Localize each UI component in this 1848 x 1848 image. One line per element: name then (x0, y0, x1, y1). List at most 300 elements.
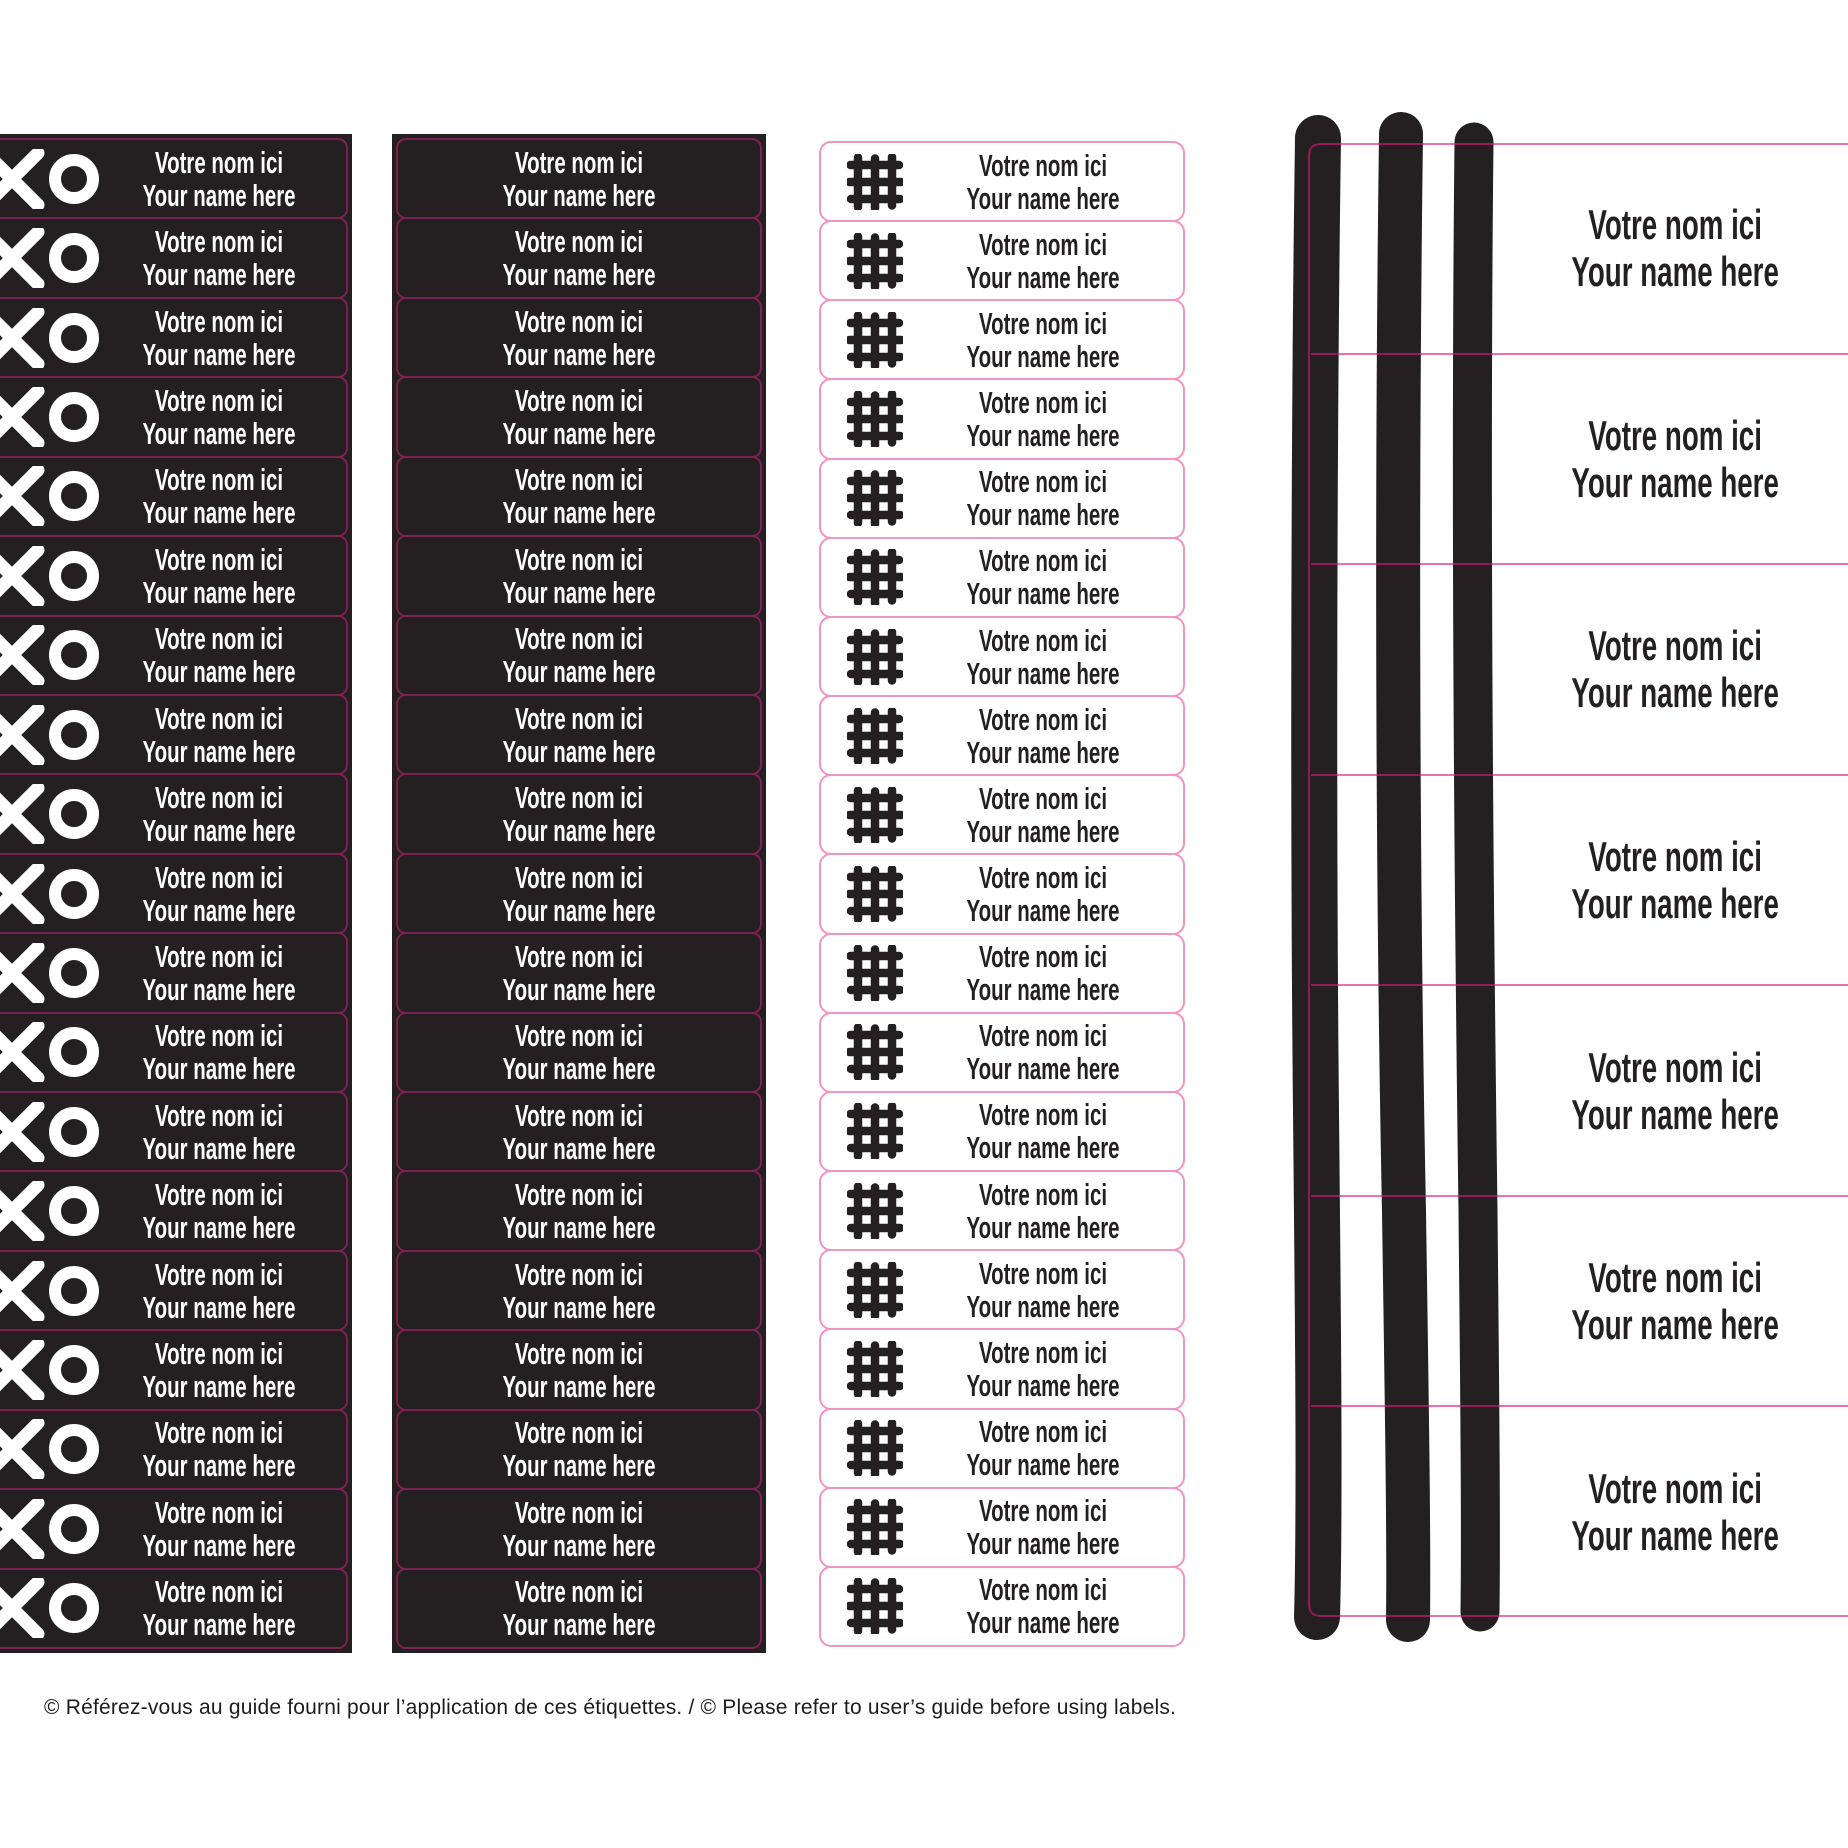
label-line2: Your name here (966, 972, 1120, 1008)
label-row (396, 138, 762, 219)
grid-icon (847, 1262, 903, 1318)
label-text (966, 861, 1119, 927)
label-row (0, 535, 348, 616)
label-text (1571, 1465, 1778, 1559)
label-line2: Your name here (966, 576, 1120, 612)
label-line1: Votre nom ici (978, 1414, 1108, 1450)
label-line1: Votre nom ici (154, 621, 284, 657)
label-text (142, 463, 295, 529)
label-line1: Votre nom ici (154, 1336, 284, 1372)
label-text (966, 1098, 1119, 1164)
label-line1: Votre nom ici (514, 1574, 644, 1610)
label-line2: Your name here (966, 1288, 1120, 1324)
label-line1: Votre nom ici (514, 144, 644, 180)
label-line1: Votre nom ici (154, 462, 284, 498)
label-line2: Your name here (502, 971, 656, 1007)
label-line1: Votre nom ici (1588, 411, 1762, 459)
label-line1: Votre nom ici (514, 224, 644, 260)
xo-icon (0, 1578, 107, 1638)
label-row (396, 376, 762, 457)
label-line1: Votre nom ici (514, 1336, 644, 1372)
label-line2: Your name here (502, 1607, 656, 1643)
label-text-zone (903, 861, 1183, 927)
label-row (0, 1409, 348, 1490)
label-line2: Your name here (966, 1367, 1120, 1403)
label-line1: Votre nom ici (978, 1255, 1108, 1291)
label-line1: Votre nom ici (1588, 622, 1762, 670)
column-plain-dark-labels (392, 134, 766, 1653)
label-text (142, 1178, 295, 1244)
label-text-zone (903, 465, 1183, 531)
label-row (819, 299, 1185, 380)
label-row (396, 615, 762, 696)
xo-icon (0, 625, 107, 685)
label-line1: Votre nom ici (154, 303, 284, 339)
label-line2: Your name here (502, 574, 656, 610)
label-text (142, 1496, 295, 1562)
xo-icon (0, 149, 107, 209)
xo-icon (0, 546, 107, 606)
label-text (142, 1019, 295, 1085)
label-line2: Your name here (966, 655, 1120, 691)
label-text-zone (903, 228, 1183, 294)
label-text (502, 861, 655, 927)
label-text-zone (903, 1336, 1183, 1402)
label-line1: Votre nom ici (1588, 201, 1762, 249)
label-line2: Your name here (142, 336, 296, 372)
label-line1: Votre nom ici (978, 1334, 1108, 1370)
label-line1: Votre nom ici (978, 543, 1108, 579)
label-row (396, 1250, 762, 1331)
label-text (966, 307, 1119, 373)
label-row (819, 1249, 1185, 1330)
label-text (502, 1019, 655, 1085)
label-row (1307, 1196, 1848, 1407)
label-line1: Votre nom ici (514, 938, 644, 974)
label-row (1307, 143, 1848, 354)
label-line2: Your name here (502, 1289, 656, 1325)
column-xo-labels (0, 134, 352, 1653)
label-line2: Your name here (502, 1051, 656, 1087)
xo-icon (0, 1022, 107, 1082)
label-line1: Votre nom ici (154, 382, 284, 418)
label-row (819, 933, 1185, 1014)
label-line2: Your name here (502, 1448, 656, 1484)
label-text (966, 1178, 1119, 1244)
label-text (142, 384, 295, 450)
label-line2: Your name here (502, 654, 656, 690)
label-row (1307, 1406, 1848, 1617)
label-text (502, 1099, 655, 1165)
grid-icon (847, 1499, 903, 1555)
label-text (502, 1337, 655, 1403)
label-text (502, 1258, 655, 1324)
grid-icon (847, 154, 903, 210)
label-line1: Votre nom ici (154, 144, 284, 180)
label-row (819, 141, 1185, 222)
label-row (0, 853, 348, 934)
label-line1: Votre nom ici (514, 462, 644, 498)
label-text (1571, 201, 1778, 295)
xo-icon (0, 308, 107, 368)
grid-icon (847, 1341, 903, 1397)
label-line2: Your name here (142, 1210, 296, 1246)
grid-icon (847, 391, 903, 447)
label-row (0, 1568, 348, 1649)
label-line2: Your name here (502, 1527, 656, 1563)
label-row (0, 1250, 348, 1331)
label-line2: Your name here (966, 1130, 1120, 1166)
label-row (396, 1012, 762, 1093)
label-line1: Votre nom ici (514, 780, 644, 816)
label-text-zone (903, 307, 1183, 373)
label-text (966, 1019, 1119, 1085)
label-line2: Your name here (142, 1051, 296, 1087)
label-line1: Votre nom ici (514, 700, 644, 736)
label-row (396, 1409, 762, 1490)
label-text (502, 1496, 655, 1562)
label-row (819, 378, 1185, 459)
label-row (819, 220, 1185, 301)
label-line1: Votre nom ici (978, 464, 1108, 500)
label-text-zone (903, 782, 1183, 848)
column-grid-icon-labels (819, 141, 1185, 1647)
xo-icon (0, 705, 107, 765)
label-line2: Your name here (502, 495, 656, 531)
grid-icon (847, 233, 903, 289)
label-line1: Votre nom ici (154, 1177, 284, 1213)
label-text-zone (903, 149, 1183, 215)
label-row (819, 1170, 1185, 1251)
label-line1: Votre nom ici (514, 382, 644, 418)
label-line2: Your name here (966, 338, 1120, 374)
label-text (966, 1573, 1119, 1639)
xo-icon (0, 228, 107, 288)
label-row (396, 1488, 762, 1569)
label-line1: Votre nom ici (514, 1018, 644, 1054)
label-text (1571, 412, 1778, 506)
label-line1: Votre nom ici (1588, 1464, 1762, 1512)
label-text (142, 543, 295, 609)
label-line2: Your name here (502, 336, 656, 372)
label-line2: Your name here (142, 1527, 296, 1563)
label-line1: Votre nom ici (978, 1176, 1108, 1212)
label-text (142, 225, 295, 291)
label-text (502, 781, 655, 847)
label-text-zone (903, 1573, 1183, 1639)
label-row (0, 1329, 348, 1410)
label-line2: Your name here (142, 892, 296, 928)
label-text (1571, 1044, 1778, 1138)
footer-note: © Référez-vous au guide fourni pour l’application de ces étiquettes. / © Please refer to user’s guide before using labels. (44, 1696, 1177, 1719)
label-text (1571, 833, 1778, 927)
label-text (966, 386, 1119, 452)
label-text (142, 1258, 295, 1324)
label-line1: Votre nom ici (514, 621, 644, 657)
label-row (396, 853, 762, 934)
label-text (142, 305, 295, 371)
label-line2: Your name here (142, 257, 296, 293)
label-row (819, 774, 1185, 855)
label-text (502, 543, 655, 609)
label-line2: Your name here (966, 418, 1120, 454)
label-row (819, 1487, 1185, 1568)
label-text-zone (903, 1019, 1183, 1085)
grid-icon (847, 787, 903, 843)
label-row (819, 616, 1185, 697)
label-line2: Your name here (1571, 1090, 1779, 1138)
label-row (0, 932, 348, 1013)
label-row (396, 694, 762, 775)
label-line2: Your name here (966, 1447, 1120, 1483)
label-line2: Your name here (502, 892, 656, 928)
label-line2: Your name here (1571, 669, 1779, 717)
label-text (966, 1336, 1119, 1402)
label-text-zone (903, 386, 1183, 452)
label-row (396, 535, 762, 616)
label-row (396, 1091, 762, 1172)
label-line1: Votre nom ici (514, 1097, 644, 1133)
label-text (1571, 622, 1778, 716)
label-line2: Your name here (142, 1289, 296, 1325)
label-line1: Votre nom ici (978, 147, 1108, 183)
label-line1: Votre nom ici (514, 1256, 644, 1292)
label-line1: Votre nom ici (1588, 833, 1762, 881)
label-line2: Your name here (502, 1210, 656, 1246)
label-row (819, 458, 1185, 539)
label-line1: Votre nom ici (154, 1256, 284, 1292)
label-text (502, 463, 655, 529)
label-line2: Your name here (966, 1526, 1120, 1562)
grid-icon (847, 1420, 903, 1476)
label-row (0, 1012, 348, 1093)
grid-icon (847, 629, 903, 685)
label-line1: Votre nom ici (978, 622, 1108, 658)
label-line2: Your name here (502, 813, 656, 849)
label-text (502, 384, 655, 450)
label-line1: Votre nom ici (978, 226, 1108, 262)
label-line1: Votre nom ici (1588, 1043, 1762, 1091)
label-row (0, 1091, 348, 1172)
label-row (1307, 775, 1848, 986)
label-text-zone (903, 703, 1183, 769)
label-text (142, 861, 295, 927)
xo-icon (0, 387, 107, 447)
label-line1: Votre nom ici (978, 1018, 1108, 1054)
label-text-zone (903, 1257, 1183, 1323)
label-row (0, 138, 348, 219)
label-line2: Your name here (966, 259, 1120, 295)
label-row (819, 695, 1185, 776)
label-text (966, 228, 1119, 294)
label-text (502, 940, 655, 1006)
label-row (396, 1568, 762, 1649)
label-line1: Votre nom ici (514, 1177, 644, 1213)
label-text (966, 782, 1119, 848)
label-line1: Votre nom ici (154, 938, 284, 974)
label-row (1307, 564, 1848, 775)
label-text (142, 1416, 295, 1482)
label-row (1307, 354, 1848, 565)
label-line2: Your name here (142, 1369, 296, 1405)
label-row (819, 1091, 1185, 1172)
label-text (502, 146, 655, 212)
label-line2: Your name here (142, 177, 296, 213)
label-line2: Your name here (1571, 458, 1779, 506)
label-row (396, 297, 762, 378)
label-text (966, 624, 1119, 690)
label-text (966, 1494, 1119, 1560)
xo-icon (0, 864, 107, 924)
label-row (0, 1170, 348, 1251)
label-text (1571, 1254, 1778, 1348)
label-line2: Your name here (966, 813, 1120, 849)
label-line2: Your name here (502, 1130, 656, 1166)
label-line2: Your name here (142, 415, 296, 451)
label-line1: Votre nom ici (154, 1097, 284, 1133)
label-line2: Your name here (1571, 248, 1779, 296)
label-row (0, 217, 348, 298)
label-line1: Votre nom ici (978, 1097, 1108, 1133)
grid-icon (847, 1183, 903, 1239)
xo-icon (0, 1499, 107, 1559)
label-line2: Your name here (1571, 1301, 1779, 1349)
label-text (142, 622, 295, 688)
label-text (142, 1337, 295, 1403)
grid-icon (847, 945, 903, 1001)
label-line2: Your name here (502, 733, 656, 769)
label-row (1307, 985, 1848, 1196)
grid-icon (847, 1024, 903, 1080)
label-row (0, 297, 348, 378)
label-line1: Votre nom ici (154, 1574, 284, 1610)
label-text (966, 703, 1119, 769)
label-text (502, 1178, 655, 1244)
label-text (966, 544, 1119, 610)
label-line1: Votre nom ici (154, 700, 284, 736)
label-row (819, 1328, 1185, 1409)
label-text-zone (903, 1415, 1183, 1481)
xo-icon (0, 1102, 107, 1162)
grid-icon (847, 549, 903, 605)
label-text (502, 225, 655, 291)
label-text (142, 1575, 295, 1641)
label-text (966, 1415, 1119, 1481)
label-line2: Your name here (966, 1605, 1120, 1641)
label-line2: Your name here (142, 1448, 296, 1484)
label-line2: Your name here (966, 1051, 1120, 1087)
label-line2: Your name here (966, 892, 1120, 928)
xo-labels-rows (0, 138, 348, 1649)
label-line2: Your name here (502, 177, 656, 213)
label-line1: Votre nom ici (978, 305, 1108, 341)
label-line1: Votre nom ici (154, 1018, 284, 1054)
label-line2: Your name here (966, 180, 1120, 216)
label-line2: Your name here (502, 1369, 656, 1405)
label-text (502, 1575, 655, 1641)
xo-icon (0, 1261, 107, 1321)
label-line2: Your name here (966, 1209, 1120, 1245)
label-line1: Votre nom ici (978, 1572, 1108, 1608)
label-line1: Votre nom ici (978, 385, 1108, 421)
label-line2: Your name here (502, 415, 656, 451)
label-line2: Your name here (966, 734, 1120, 770)
xo-icon (0, 1340, 107, 1400)
label-line2: Your name here (142, 574, 296, 610)
label-line1: Votre nom ici (154, 1415, 284, 1451)
xo-icon (0, 784, 107, 844)
label-row (0, 615, 348, 696)
label-line1: Votre nom ici (514, 1494, 644, 1530)
label-line1: Votre nom ici (978, 780, 1108, 816)
label-text (502, 305, 655, 371)
label-text (502, 622, 655, 688)
label-text (966, 149, 1119, 215)
xo-icon (0, 466, 107, 526)
label-row (819, 1566, 1185, 1647)
label-row (819, 1012, 1185, 1093)
label-line1: Votre nom ici (154, 1494, 284, 1530)
label-line2: Your name here (1571, 1511, 1779, 1559)
label-line2: Your name here (142, 813, 296, 849)
label-line2: Your name here (142, 1130, 296, 1166)
label-row (396, 1329, 762, 1410)
label-text (142, 940, 295, 1006)
label-line1: Votre nom ici (154, 541, 284, 577)
label-line1: Votre nom ici (978, 1493, 1108, 1529)
label-row (819, 853, 1185, 934)
label-line2: Your name here (966, 497, 1120, 533)
label-text (966, 465, 1119, 531)
label-row (396, 456, 762, 537)
label-row (0, 456, 348, 537)
label-text-zone (903, 1178, 1183, 1244)
label-line2: Your name here (142, 733, 296, 769)
label-text (966, 1257, 1119, 1323)
plain-dark-labels-rows (396, 138, 762, 1649)
xo-icon (0, 1181, 107, 1241)
label-text (142, 781, 295, 847)
label-text (142, 702, 295, 768)
label-line1: Votre nom ici (514, 859, 644, 895)
label-text-zone (903, 624, 1183, 690)
grid-icon (847, 1103, 903, 1159)
label-line2: Your name here (1571, 880, 1779, 928)
label-row (0, 694, 348, 775)
label-line1: Votre nom ici (978, 939, 1108, 975)
column-large-labels (1307, 143, 1848, 1617)
label-row (396, 932, 762, 1013)
grid-icon (847, 470, 903, 526)
grid-icon (847, 1578, 903, 1634)
label-text-zone (903, 544, 1183, 610)
grid-icon-labels-rows (819, 141, 1185, 1647)
label-line1: Votre nom ici (1588, 1254, 1762, 1302)
label-line1: Votre nom ici (154, 780, 284, 816)
label-line2: Your name here (142, 971, 296, 1007)
label-line2: Your name here (142, 1607, 296, 1643)
grid-icon (847, 708, 903, 764)
label-line1: Votre nom ici (154, 224, 284, 260)
grid-icon (847, 312, 903, 368)
label-line1: Votre nom ici (978, 701, 1108, 737)
label-text-zone (903, 1098, 1183, 1164)
label-text-zone (903, 1494, 1183, 1560)
label-row (819, 1408, 1185, 1489)
label-line1: Votre nom ici (154, 859, 284, 895)
label-text (142, 146, 295, 212)
label-text-zone (903, 940, 1183, 1006)
